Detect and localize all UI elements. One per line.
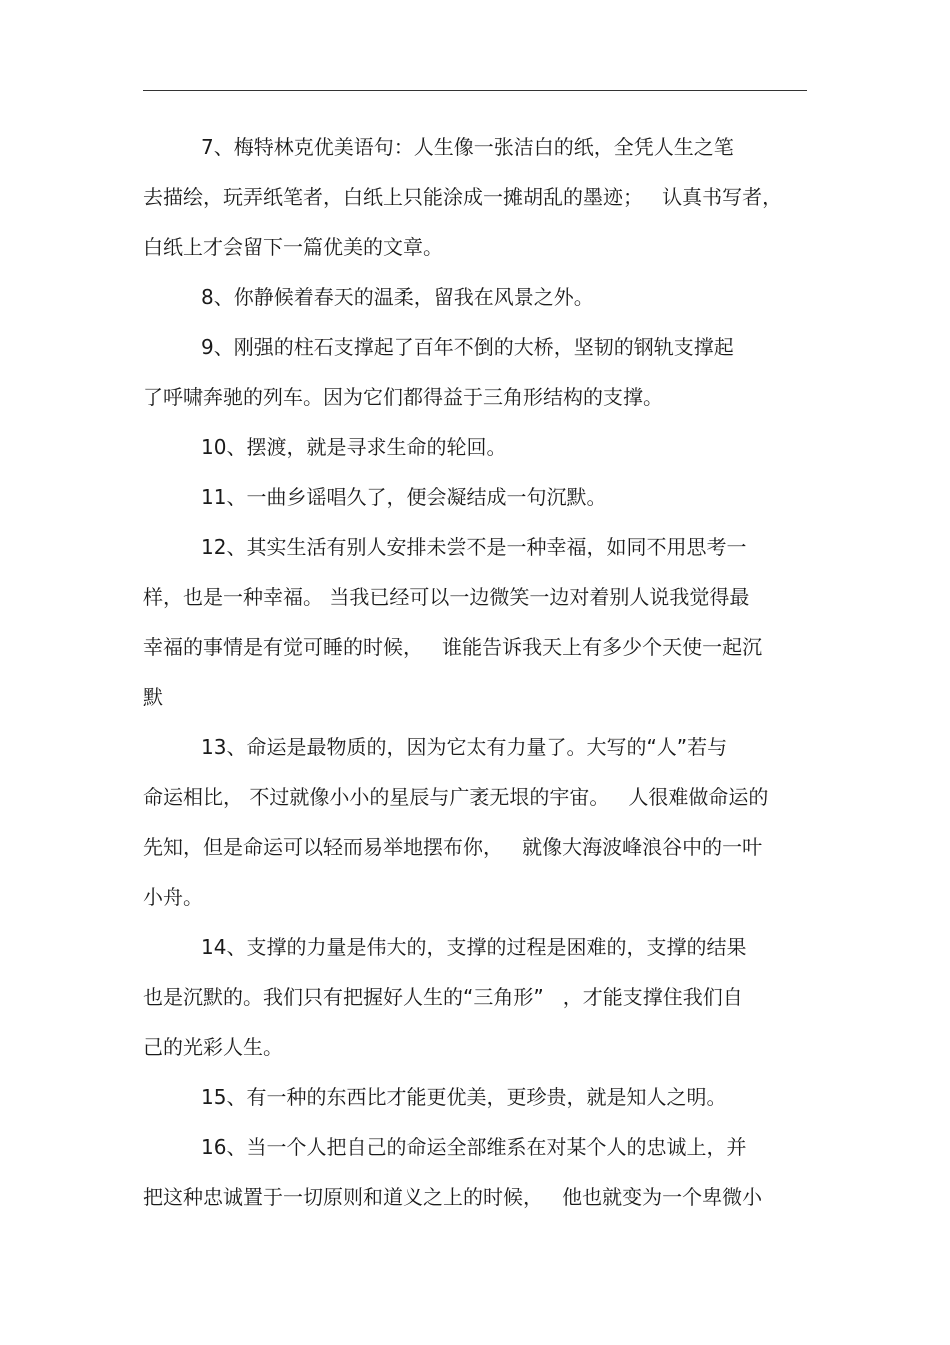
- text-line: 了呼啸奔驰的列车。因为它们都得益于三角形结构的支撑。: [143, 385, 663, 409]
- text-line: 7、梅特林克优美语句：人生像一张洁白的纸，全凭人生之笔: [201, 135, 734, 159]
- text-line: 15、有一种的东西比才能更优美，更珍贵，就是知人之明。: [201, 1085, 727, 1109]
- text-line: 先知，但是命运可以轻而易举地摆布你， 就像大海波峰浪谷中的一叶: [143, 835, 763, 859]
- text-line: 13、命运是最物质的，因为它太有力量了。大写的“人”若与: [201, 735, 728, 759]
- text-line: 小舟。: [143, 885, 203, 909]
- text-line: 幸福的事情是有觉可睡的时候， 谁能告诉我天上有多少个天使一起沉: [143, 635, 763, 659]
- text-line: 也是沉默的。我们只有把握好人生的“三角形” ，才能支撑住我们自: [143, 985, 743, 1009]
- text-line: 8、你静候着春天的温柔，留我在风景之外。: [201, 285, 594, 309]
- text-line: 白纸上才会留下一篇优美的文章。: [143, 235, 443, 259]
- text-line: 14、支撑的力量是伟大的，支撑的过程是困难的，支撑的结果: [201, 935, 747, 959]
- text-line: 把这种忠诚置于一切原则和道义之上的时候， 他也就变为一个卑微小: [143, 1185, 763, 1209]
- text-line: 己的光彩人生。: [143, 1035, 283, 1059]
- text-line: 10、摆渡，就是寻求生命的轮回。: [201, 435, 507, 459]
- body-text: [143, 122, 807, 1222]
- text-line: 去描绘，玩弄纸笔者，白纸上只能涂成一摊胡乱的墨迹； 认真书写者，: [143, 185, 783, 209]
- text-line: 样，也是一种幸福。 当我已经可以一边微笑一边对着别人说我觉得最: [143, 585, 750, 609]
- text-line: 9、刚强的柱石支撑起了百年不倒的大桥，坚韧的钢轨支撑起: [201, 335, 734, 359]
- text-line: 16、当一个人把自己的命运全部维系在对某个人的忠诚上，并: [201, 1135, 747, 1159]
- text-line: 12、其实生活有别人安排未尝不是一种幸福，如同不用思考一: [201, 535, 747, 559]
- text-line: 默: [143, 685, 163, 709]
- text-line: 11、一曲乡谣唱久了，便会凝结成一句沉默。: [201, 485, 607, 509]
- header-rule: [143, 90, 807, 91]
- text-line: 命运相比， 不过就像小小的星辰与广袤无垠的宇宙。 人很难做命运的: [143, 785, 769, 809]
